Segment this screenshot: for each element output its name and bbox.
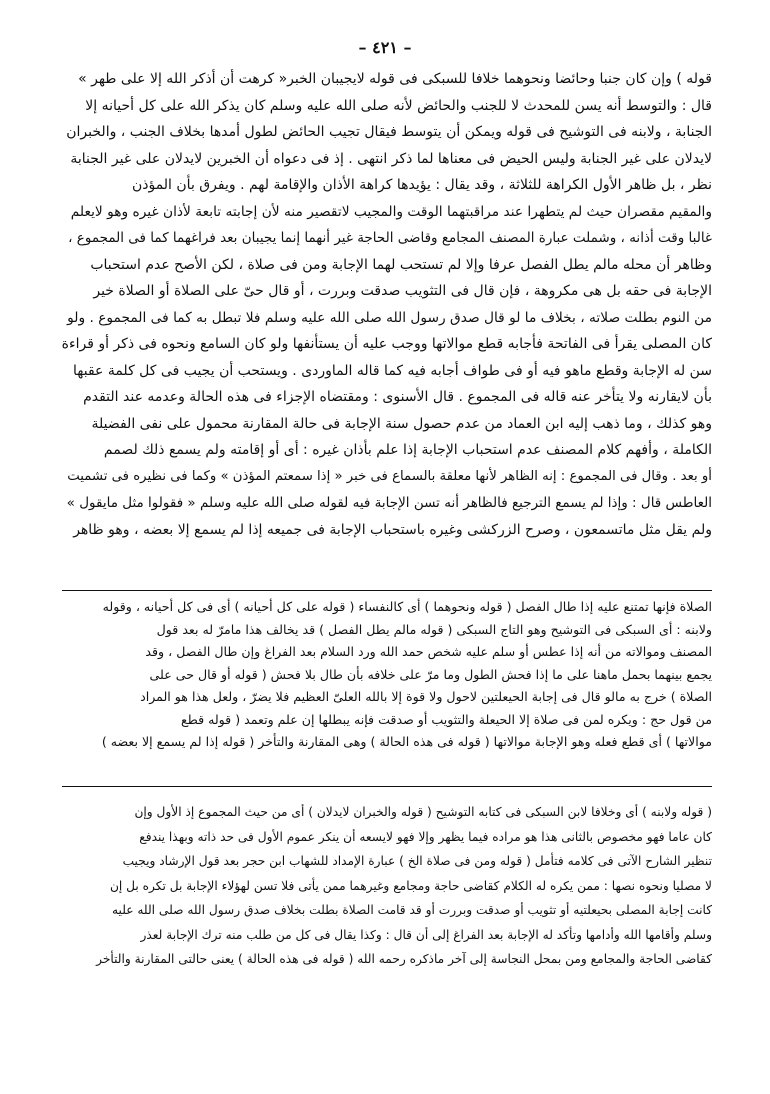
text-line: وهو كذلك ، وما ذهب إليه ابن العماد من عدم حصول سنة الإجابة فى حالة المقارنة محمول على نفى الفضيلة bbox=[91, 415, 712, 432]
text-line: ولم يقل مثل ماتسمعون ، وصرح الزركشى وغيره باستحباب الإجابة فى جميعه إذا لم يسمع إلا بعضه ، وهو ظاهر bbox=[73, 521, 712, 538]
text-line: غالبا وقت أذانه ، وشملت عبارة المصنف المجامع وقاضى الحاجة غير أنهما إنما يجيبان بعد فراغهما كما فى المجموع ، bbox=[68, 230, 712, 246]
commentary-line: من قول حج : ويكره لمن فى صلاة إلا الحيعلة والتثويب أو صدقت فإنه يبطلها إن علم وتعمد ( قوله قطع bbox=[181, 711, 712, 727]
footnote-line: كان عاما فهو مخصوص بالثانى هذا هو مراده فيما يظهر وإلا فهو لايسعه أن ينكر عموم الأول فى حد ذاته وبهذا يندفع bbox=[139, 829, 712, 844]
main-text bbox=[62, 66, 712, 543]
section-divider bbox=[62, 590, 712, 591]
footnote-line: كقاضى الحاجة والمجامع ومن بمحل النجاسة إلى آخر ماذكره رحمه الله ( قوله فى هذه الحالة ) يعنى حالتى المقارنة والتأخر bbox=[96, 952, 712, 966]
text-line: الإجابة فى حقه بل هى مكروهة ، فإن قال فى التثويب صدقت وبررت ، أو قال حىّ على الصلاة أو الصلاة خير bbox=[93, 283, 712, 299]
commentary-line: المصنف وموالاته من أنه إذا عطس أو سلم عليه شخص حمد الله ورد السلام بعد الفراغ وإن طال الفصل ، وقد bbox=[145, 644, 712, 659]
page-number: – ٤٢١ – bbox=[358, 38, 412, 57]
footnote-divider bbox=[62, 786, 712, 787]
footnote-line: ( قوله ولابنه ) أى وخلافا لابن السبكى فى كتابه التوشيح ( قوله والخبران لايدلان ) أى من حيث المجموع إذ الأول وإن bbox=[134, 805, 712, 819]
text-line: سن له الإجابة وقطع ماهو فيه أو فى طواف أجابه فيه كما قاله الماوردى . ويستحب أن يجيب فى كل كلمة عقبها bbox=[73, 362, 712, 379]
text-line: نظر ، بل ظاهر الأول الكراهة للثلاثة ، وقد يقال : يؤيدها كراهة الأذان والإقامة لهم . ويفرق بأن المؤذن bbox=[131, 177, 712, 193]
text-line: والمقيم مقصران حيث لم يتطهرا عند مراقبتهما الوقت والمجيب لاتقصير منه لأن إجابته تابعة لأذان غيره وهو لايعلم bbox=[70, 203, 712, 220]
text-line: قوله ) وإن كان جنبا وحائضا ونحوهما خلافا للسبكى فى قوله لايجيبان الخبر« كرهت أن أذكر الله إلا على طهر » bbox=[78, 71, 712, 87]
text-line: كان المصلى يقرأ فى الفاتحة فأجابه قطع موالاتها ووجب عليه أن يستأنفها ولو كان السامع ونحوه فى ذكر أو قراءة bbox=[62, 336, 712, 352]
text-line: وظاهر أن محله مالم يطل الفصل عرفا وإلا لم تستحب لهما الإجابة ومن فى صلاة ، لكن الأصح عدم استحباب bbox=[90, 256, 712, 273]
text-line: أو بعد . وقال فى المجموع : إنه الظاهر لأنها معلقة بالسماع فى خبر « إذا سمعتم المؤذن » وكما فى نظيره فى تشميت bbox=[67, 468, 712, 484]
text-line: من النوم بطلت صلاته ، بخلاف ما لو قال صدق رسول الله صلى الله عليه وسلم فلا تبطل به كما فى المجموع . ولو bbox=[67, 309, 712, 326]
commentary-line: يجمع بينهما بحمل ماهنا على ما إذا فحش الطول وما مرّ على خلافه بأن طال بلا فحش ( قوله أو قال حى على bbox=[149, 666, 712, 682]
text-line: قال : والتوسط أنه يسن للمحدث لا للجنب والحائض لأنه صلى الله عليه وسلم كان يذكر الله على كل أحيانه إلا bbox=[85, 97, 712, 114]
text-line: العاطس قال : وإذا لم يسمع الترجيع فالظاهر أنه تسن الإجابة فيه لقوله صلى الله عليه وسلم « فقولوا مثل مايقول » bbox=[66, 495, 712, 511]
commentary-text bbox=[62, 596, 712, 754]
text-line: بأن لايقارنه ولا يتأخر عنه قاله فى المجموع . قال الأسنوى : ومقتضاه الإجزاء فى هذه الحالة وعدمه عند التقدم bbox=[83, 389, 712, 405]
text-line: الجنابة ، ولابنه فى التوشيح فى قوله ويمكن أن يتوسط فيقال تجيب الحائض لطول أمدها بخلاف الجنب ، والخبران bbox=[66, 124, 712, 140]
text-line: الكاملة ، وأفهم كلام المصنف عدم استحباب الإجابة إذا علم بأذان غيره : أى أو إقامته ولم يسمع ذلك لصمم bbox=[103, 442, 712, 458]
footnote-text bbox=[62, 800, 712, 972]
commentary-line: ولابنه : أى السبكى فى التوشيح وهو التاج السبكى ( قوله مالم يطل الفصل ) قد يخالف هذا مامرّ له بعد قول bbox=[156, 621, 712, 637]
commentary-line: الصلاة فإنها تمتنع عليه إذا طال الفصل ( قوله ونحوهما ) أى كالنفساء ( قوله على كل أحيانه ) أى فى كل أحيانه ، وقوله bbox=[102, 599, 712, 614]
footnote-line: كانت إجابة المصلى بحيعلتيه أو تثويب أو صدقت وبررت أو قد قامت الصلاة بطلت بخلاف صدق رسول الله صلى الله عليه bbox=[112, 903, 712, 917]
footnote-line: تنظير الشارح الآتى فى كلامه فتأمل ( قوله ومن فى صلاة الخ ) عبارة الإمداد للشهاب ابن حجر بعد قول الإرشاد ويجيب bbox=[122, 854, 712, 868]
commentary-line: موالاتها ) أى قطع فعله وهو الإجابة موالاتها ( قوله فى هذه الحالة ) وهى المقارنة والتأخر ( قوله إذا لم يسمع إلا بعضه ) bbox=[101, 734, 712, 749]
footnote-line: لا مصليا ونحوه نصها : ممن يكره له الكلام كقاضى حاجة ومجامع وغيرهما ممن يأتى فلا تسن لهؤلاء الإجابة بل تكره بل إن bbox=[109, 878, 712, 893]
footnote-line: وسلم وأقامها الله وأدامها وتأكد له الإجابة بعد الفراغ إلى أن قال : وكذا يقال فى كل من طلب منه ترك الإجابة لعذر bbox=[140, 927, 712, 942]
commentary-line: الصلاة ) خرج به مالو قال فى إجابة الحيعلتين لاحول ولا قوة إلا بالله العلىّ العظيم فلا يضرّ ، ولعل هذا هو المراد bbox=[140, 689, 712, 704]
text-line: لايدلان على غير الجنابة وليس الحيض فى معناها لما ذكر انتهى . إذ فى دعواه أن الخبرين لايدلان على غير الجنابة bbox=[70, 150, 712, 167]
